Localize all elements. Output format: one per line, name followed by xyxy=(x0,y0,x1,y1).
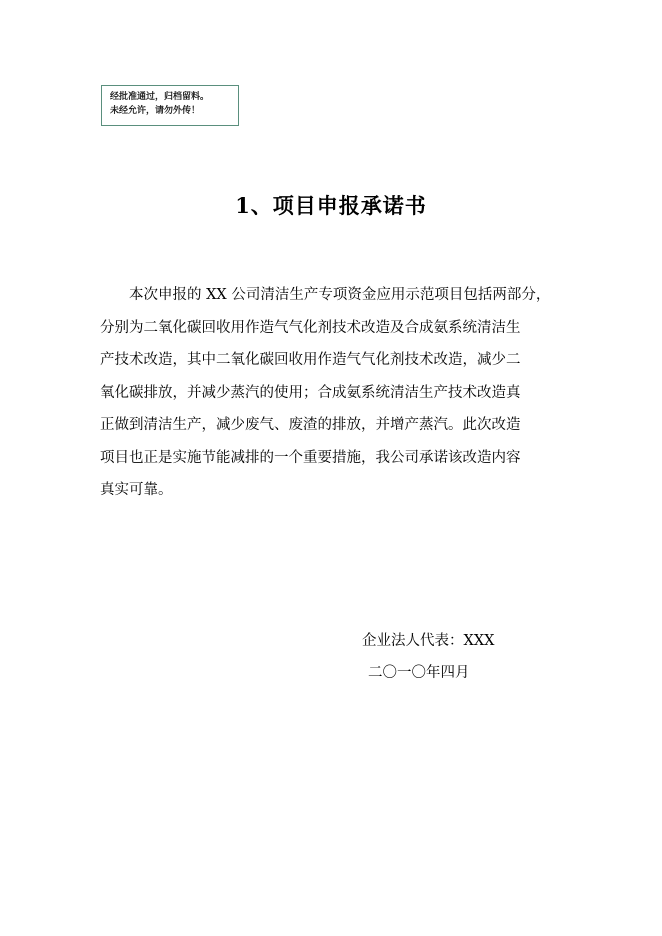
legal-representative: 企业法人代表：XXX xyxy=(362,633,495,649)
paragraph-line: 项目也正是实施节能减排的一个重要措施，我公司承诺该改造内容 xyxy=(100,449,521,466)
notice-line-2: 未经允许，请勿外传！ xyxy=(110,106,201,116)
paragraph-line: 氧化碳排放，并减少蒸汽的使用；合成氨系统清洁生产技术改造真 xyxy=(100,384,521,401)
paragraph-line: 产技术改造，其中二氧化碳回收用作造气气化剂技术改造，减少二 xyxy=(100,352,521,368)
notice-line-1: 经批准通过，归档留料。 xyxy=(110,92,210,102)
confidentiality-notice xyxy=(101,85,239,126)
commitment-paragraph xyxy=(100,279,552,507)
paragraph-line: 真实可靠。 xyxy=(100,482,173,498)
signature-date: 二〇一〇年四月 xyxy=(368,665,470,681)
document-title: 1、项目申报承诺书 xyxy=(235,193,427,218)
paragraph-line: 正做到清洁生产，减少废气、废渣的排放，并增产蒸汽。此次改造 xyxy=(100,417,521,433)
paragraph-line: 本次申报的 XX 公司清洁生产专项资金应用示范项目包括两部分， xyxy=(129,287,551,303)
paragraph-line: 分别为二氧化碳回收用作造气气化剂技术改造及合成氨系统清洁生 xyxy=(100,319,521,336)
signature-block xyxy=(362,625,494,689)
